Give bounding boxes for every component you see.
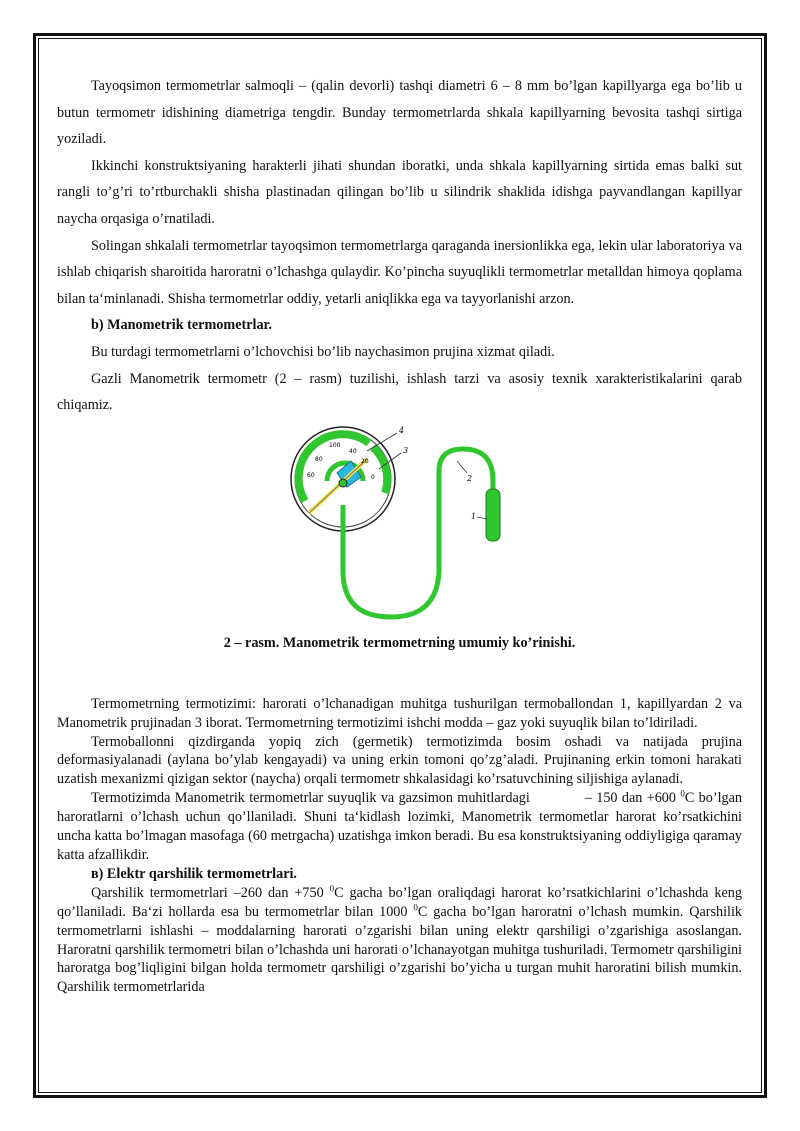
paragraph: Solingan shkalali termometrlar tayoqsimon termometrlarga qaraganda inersionlikka ega, lekin ular laboratoriya va ishlab chiqarish sharoitida haroratni o’lchashga qulaydir. Ko’pincha suyuqlikli termometrlar metalldan himoya qoplama bilan ta‘minlanadi. Shisha termometrlar oddiy, yetarli aniqlikka ega va tayyorlanishi arzon. — [57, 237, 742, 307]
paragraph-text: Qarshilik termometrlari –260 dan +750 — [91, 884, 324, 901]
paragraph-text: C gacha bo’lgan oraliqdagi harorat ko’rsatkichlarini o’lchashda keng qo’llaniladi. Ba‘zi hollarda esa bu termometrlar bilan 1000 — [57, 884, 742, 920]
superscript: 0 — [413, 901, 418, 912]
superscript: 0 — [680, 788, 685, 799]
paragraph: Ikkinchi konstruktsiyaning harakterli jihati shundan iboratki, unda shkala kapillyarning sirtida emas balki sut rangli to’g’ri to’rtburchakli shisha plastinadan qilingan bo’lib u silindrik shaklida idishga payvandlangan kapillyar naycha orqasiga o’rnatiladi. — [57, 157, 742, 227]
scale-arc-right — [373, 447, 387, 493]
section-heading: b) Manometrik termometrlar. — [91, 317, 273, 334]
callout-1: 1 — [471, 511, 477, 521]
thermometer-diagram — [287, 421, 517, 629]
scale-label: 20 — [361, 457, 369, 465]
manometric-thermometer-figure — [57, 421, 742, 633]
paragraph: Termoballonni qizdirganda yopiq zich (germetik) termotizimda bosim oshadi va natijada prujina deformasiyalanadi (aylana bo’ylab kengayadi) va uning erkin tomoni qo’zg’aladi. Prujinaning erkin tomoni harakati uzatish mexanizmi qizigan sektor (naycha) orqali termometr shkalasidagi ko’rsatuvchining siljishiga aylanadi. — [57, 733, 742, 788]
figure-caption: 2 – rasm. Manometrik termometrning umumiy ko’rinishi. — [223, 634, 576, 651]
paragraph — [57, 884, 742, 997]
thermal-bulb — [486, 489, 500, 541]
scale-label: 40 — [349, 447, 357, 455]
paragraph: Bu turdagi termometrlarni o’lchovchisi bo’lib naychasimon prujina xizmat qiladi. — [91, 343, 555, 360]
superscript: 0 — [329, 883, 335, 894]
paragraph: Termometrning termotizimi: harorati o’lchanadigan muhitga tushurilgan termoballondan 1, kapillyardan 2 va Manometrik prujinadan 3 iborat. Termometrning termotizimi ishchi modda – gaz yoki suyuqlik bilan to’ldiriladi. — [57, 695, 742, 731]
paragraph — [57, 789, 742, 865]
callout-3: 3 — [403, 445, 409, 455]
scale-label: 80 — [315, 455, 323, 463]
paragraph: Gazli Manometrik termometr (2 – rasm) tuzilishi, ishlash tarzi va asosiy texnik xarakteristikalarini qarab chiqamiz. — [57, 370, 742, 414]
callout-2: 2 — [467, 473, 473, 483]
paragraph-text: – 150 dan +600 — [584, 790, 676, 807]
paragraph-text: Termotizimda Manometrik termometrlar suyuqlik va gazsimon muhitlardagi — [91, 790, 530, 807]
document-body — [57, 73, 742, 997]
section-heading: в) Elektr qarshilik termometrlari. — [91, 865, 297, 882]
callout-4: 4 — [399, 425, 405, 435]
scale-label: 60 — [307, 471, 315, 479]
paragraph: Tayoqsimon termometrlar salmoqli – (qalin devorli) tashqi diametri 6 – 8 mm bo’lgan kapillyarga ega bo’lib u butun termometr idishining diametriga tengdir. Bunday termometrlarda shkala kapillyarning bevosita tashqi sirtiga yoziladi. — [57, 78, 742, 148]
scale-label: 0 — [371, 473, 375, 481]
paragraph-text: C bo’lgan haroratlarni o’lchash uchun qo’llaniladi. Shuni ta‘kidlash lozimki, Manometrik termometlar harorat ko’rsatkichini uncha katta bo’lmagan masofaga (60 metrgacha) uzatishga imkon beradi. Bu esa konstruktsiyaning oddiyligiga qaramay katta afzallikdir. — [57, 790, 742, 863]
scale-label: 100 — [329, 441, 341, 449]
paragraph-text: C gacha bo’lgan haroratni o’lchash mumkin. Qarshilik termometrlarni ishlashi – moddalarning harorati o’zgarishi bilan uning elektr qarshiligi o’zgarishiga asoslangan. Haroratni qarshilik termometri bilan o’lchashda uni harorati o’lchanayotgan muhitga tushuriladi. Termometr qarshiligini haroratga bog’liqligini bilgan holda termometr qarshiligi o’zgarishi bo’yicha u turgan muhit haroratini bilish mumkin. Qarshilik termometrlarida — [57, 903, 742, 996]
pivot — [339, 479, 347, 487]
